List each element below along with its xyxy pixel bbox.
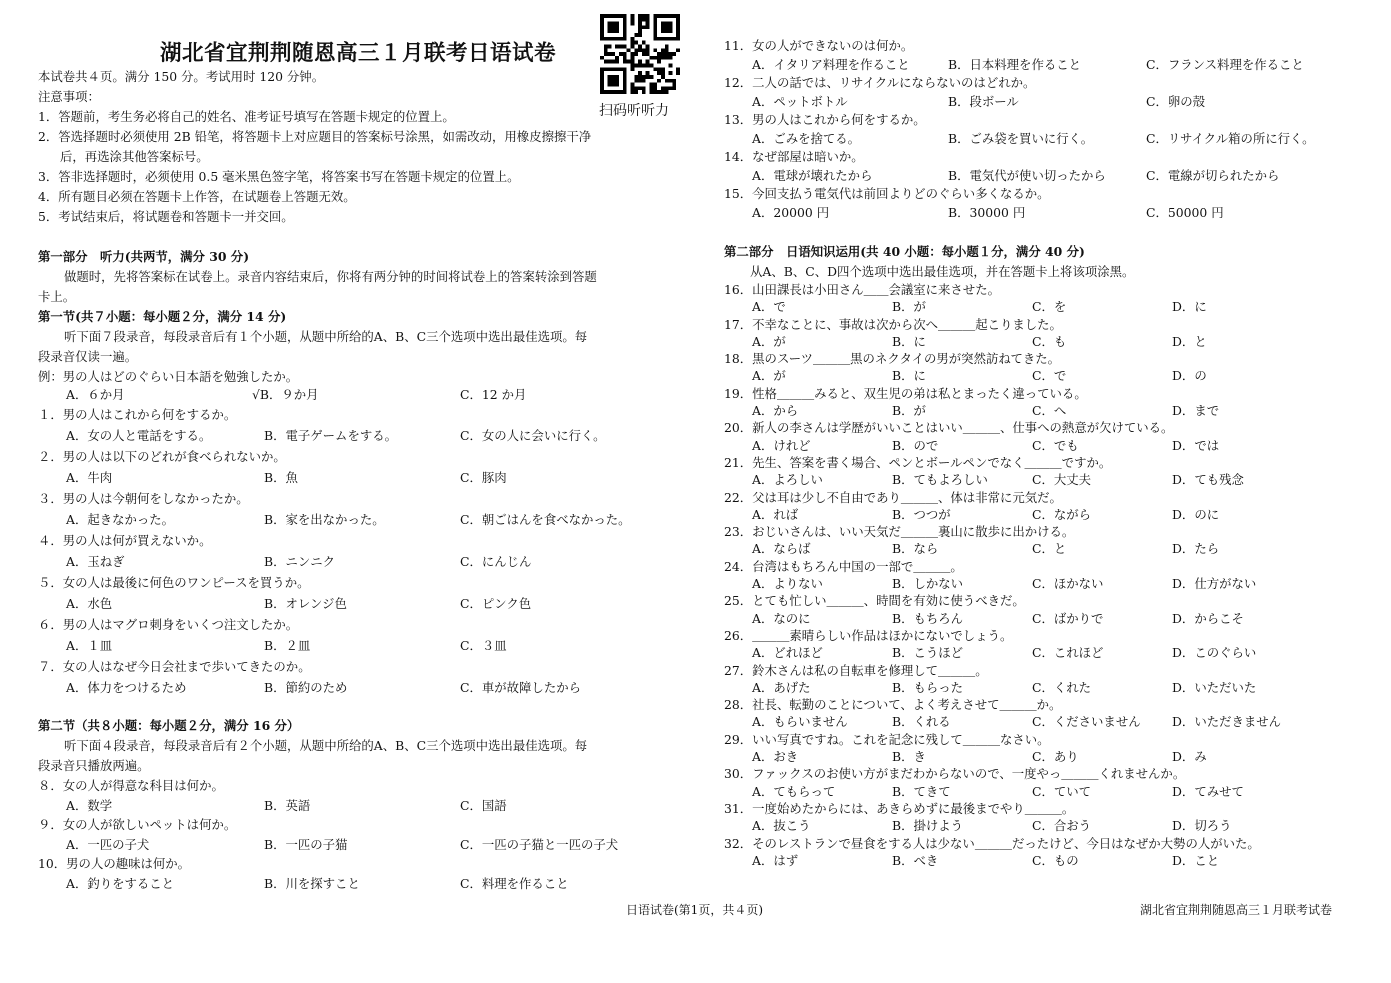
option-b: B．掛けよう <box>892 818 964 834</box>
option-row <box>724 167 1364 186</box>
option-b: B．もちろん <box>892 610 964 626</box>
option-c: C．も <box>1032 333 1067 349</box>
question-text: ３．男の人は今朝何をしなかったか。 <box>38 491 249 506</box>
option-c: C．卵の殻 <box>1146 93 1206 109</box>
option-d: D．に <box>1172 299 1207 315</box>
option-b: B．段ボール <box>948 93 1019 109</box>
question-text: 20．新人の李さんは学歴がいいことはいい＿＿＿、仕事への熱意が欠けている。 <box>724 420 1174 436</box>
question-text: 12．二人の話では、リサイクルにならないのはどれか。 <box>724 75 1036 90</box>
section1-instructions: 听下面７段录音，每段录音后有１个小题，从题中所给的A、B、C三个选项中选出最佳选项。每 <box>64 329 588 344</box>
question-text: 21．先生、答案を書く場合、ペンとボールペンでなく＿＿＿ですか。 <box>724 454 1112 470</box>
section1-questions <box>38 367 678 698</box>
option-row <box>724 437 1364 454</box>
option-row <box>724 713 1364 730</box>
question-text: 14．なぜ部屋は暗いか。 <box>724 149 864 164</box>
option-c: C．を <box>1032 299 1067 315</box>
section2-questions-right <box>724 37 1364 222</box>
option-row <box>724 93 1364 112</box>
note-item: 3．答非选择题时，必须使用 0.5 毫米黑色签字笔，将答案书写在答题卡规定的位置上。 <box>38 169 520 184</box>
option-a: A．で <box>752 299 786 315</box>
option-a: A．もらいません <box>752 714 848 730</box>
section2-instructions: 听下面４段录音，每段录音后有２个小题，从题中所给的A、B、C三个选项中选出最佳选项。每 <box>64 738 588 753</box>
option-b: B．川を探すこと <box>264 875 360 891</box>
option-c: C．一匹の子猫と一匹の子犬 <box>460 836 619 852</box>
option-b: B．こうほど <box>892 645 964 661</box>
option-c: C．ピンク色 <box>460 596 532 611</box>
option-b: B．日本料理を作ること <box>948 56 1082 72</box>
option-row <box>38 425 678 446</box>
option-a: A．牛肉 <box>66 470 113 485</box>
option-b: B．なら <box>892 541 939 557</box>
option-b: B．オレンジ色 <box>264 596 347 611</box>
option-c: C．ばかりで <box>1032 610 1104 626</box>
option-c: C．くれた <box>1032 679 1092 695</box>
option-b: B．が <box>892 299 926 315</box>
question-text: 23．おじいさんは、いい天気だ＿＿＿裏山に散歩に出かける。 <box>724 524 1075 540</box>
option-a: A．玉ねぎ <box>66 554 125 569</box>
option-a: A．から <box>752 403 799 419</box>
option-a: A．れば <box>752 506 799 522</box>
option-a: A．なのに <box>752 610 811 626</box>
example-question: 例：男の人はどのぐらい日本語を勉強したか。 <box>38 369 299 384</box>
option-b: B．30000 円 <box>948 204 1026 220</box>
section1-title: 第一节(共７小题：每小题２分，满分 14 分) <box>38 309 287 324</box>
option-b: B．家を出なかった。 <box>264 512 385 527</box>
option-c: C．大丈夫 <box>1032 472 1092 488</box>
option-b: B．べき <box>892 852 939 868</box>
option-c: C．へ <box>1032 403 1067 419</box>
option-a: A．てもらって <box>752 783 836 799</box>
option-a: A．水色 <box>66 596 113 611</box>
option-row <box>724 130 1364 149</box>
option-a: A．体力をつけるため <box>66 680 187 695</box>
option-b: B．てもよろしい <box>892 472 988 488</box>
option-row <box>38 551 678 572</box>
option-d: D．てみせて <box>1172 783 1244 799</box>
note-item: 4．所有题目必须在答题卡上作答，在试题卷上答题无效。 <box>38 189 356 204</box>
option-a: A．釣りをすること <box>66 875 175 891</box>
option-row <box>724 575 1364 592</box>
option-c: C．ながら <box>1032 506 1092 522</box>
option-row <box>38 635 678 656</box>
option-d: D．まで <box>1172 403 1220 419</box>
option-c: C．リサイクル箱の所に行く。 <box>1146 130 1315 146</box>
option-row <box>724 679 1364 696</box>
section2-questions-left <box>38 776 678 893</box>
example-option-a: A．６か月 <box>66 387 125 402</box>
option-row <box>724 783 1364 800</box>
question-text: 17．不幸なことに、事故は次から次へ＿＿＿起こりました。 <box>724 316 1062 332</box>
option-c: C．くださいません <box>1032 714 1141 730</box>
example-options <box>38 386 678 404</box>
part2-instructions: 从A、B、C、D四个选项中选出最佳选项，并在答题卡上将该项涂黑。 <box>750 264 1135 279</box>
right-column <box>724 37 1364 869</box>
question-text: ４．男の人は何が買えないか。 <box>38 533 212 548</box>
question-text: 28．社長、転勤のことについて、よく考えさせて＿＿＿か。 <box>724 697 1062 713</box>
option-b: B．ので <box>892 437 939 453</box>
question-text: 18．黒のスーツ＿＿＿黒のネクタイの男が突然訪ねてきた。 <box>724 351 1061 367</box>
question-text: 32．そのレストランで昼食をする人は少ない＿＿＿だったけど、今日はなぜか大勢の人がいた。 <box>724 835 1260 851</box>
note-item: 2．答选择题时必须使用 2B 铅笔，将答题卡上对应题目的答案标号涂黑，如需改动，用橡皮擦擦干净 <box>38 129 592 144</box>
left-column <box>38 67 678 893</box>
question-text: ９．女の人が欲しいペットは何か。 <box>38 817 237 832</box>
option-c: C．ほかない <box>1032 576 1104 592</box>
part1-instructions: 做题时，先将答案标在试卷上。录音内容结束后，你将有两分钟的时间将试卷上的答案转涂到答题 <box>64 269 597 284</box>
option-a: A．よりない <box>752 576 823 592</box>
option-c: C．国語 <box>460 797 507 813</box>
option-c: C．50000 円 <box>1146 204 1224 220</box>
note-item: 5．考试结束后，将试题卷和答题卡一并交回。 <box>38 209 294 224</box>
option-b: B．つつが <box>892 506 951 522</box>
option-b: B．一匹の子猫 <box>264 836 348 852</box>
footer-page-number: 日语试卷(第1页，共４页) <box>626 903 763 917</box>
option-b: B．電気代が使い切ったから <box>948 167 1106 183</box>
option-row <box>724 748 1364 765</box>
question-text: 26．＿＿＿素晴らしい作品はほかにないでしょう。 <box>724 627 1013 643</box>
option-a: A．数学 <box>66 797 113 813</box>
option-d: D．こと <box>1172 852 1220 868</box>
option-row <box>38 874 678 894</box>
option-c: C．合おう <box>1032 818 1092 834</box>
option-c: C．３皿 <box>460 638 507 653</box>
option-b: B．節約のため <box>264 680 348 695</box>
part1-instructions-cont: 卡上。 <box>38 289 76 304</box>
option-d: D．このぐらい <box>1172 645 1257 661</box>
part2-questions <box>724 281 1364 869</box>
question-text: 15．今回支払う電気代は前回よりどのぐらい多くなるか。 <box>724 186 1050 201</box>
option-b: B．に <box>892 368 926 384</box>
option-c: C．車が故障したから <box>460 680 581 695</box>
option-b: B．てきて <box>892 783 951 799</box>
question-text: 30．ファックスのお使い方がまだわからないので、一度やっ＿＿＿くれませんか。 <box>724 766 1186 782</box>
question-text: 22．父は耳は少し不自由であり＿＿＿、体は非常に元気だ。 <box>724 489 1062 505</box>
option-row <box>38 835 678 855</box>
option-row <box>724 817 1364 834</box>
option-a: A．20000 円 <box>752 204 830 220</box>
option-c: C．電線が切られたから <box>1146 167 1280 183</box>
option-b: B．電子ゲームをする。 <box>264 428 398 443</box>
question-text: 13．男の人はこれから何をするか。 <box>724 112 926 127</box>
option-c: C．ていて <box>1032 783 1092 799</box>
question-text: 11．女の人ができないのは何か。 <box>724 38 914 53</box>
option-row <box>38 509 678 530</box>
option-a: A．ペットボトル <box>752 93 848 109</box>
option-c: C．と <box>1032 541 1067 557</box>
option-b: B．くれる <box>892 714 951 730</box>
page-title: 湖北省宜荆荆随恩高三１月联考日语试卷 <box>160 41 557 66</box>
option-d: D．いただいた <box>1172 679 1257 695</box>
option-a: A．が <box>752 368 786 384</box>
option-c: C．フランス料理を作ること <box>1146 56 1304 72</box>
option-b: B．２皿 <box>264 638 311 653</box>
option-row <box>38 677 678 698</box>
question-text: ６．男の人はマグロ刺身をいくつ注文したか。 <box>38 617 299 632</box>
option-b: B．ニンニク <box>264 554 336 569</box>
option-a: A．女の人と電話をする。 <box>66 428 212 443</box>
option-a: A．１皿 <box>66 638 113 653</box>
option-d: D．からこそ <box>1172 610 1244 626</box>
option-c: C．料理を作ること <box>460 875 569 891</box>
section2-title: 第二节（共８小题：每小题２分，满分 16 分） <box>38 718 300 733</box>
option-row <box>724 402 1364 419</box>
option-row <box>724 204 1364 223</box>
option-b: B．き <box>892 749 926 765</box>
option-d: D．いただきません <box>1172 714 1282 730</box>
option-d: D．み <box>1172 749 1207 765</box>
question-text: 27．鈴木さんは私の自転車を修理して＿＿＿。 <box>724 662 988 678</box>
option-c: C．これほど <box>1032 645 1104 661</box>
option-a: A．どれほど <box>752 645 823 661</box>
footer-exam-name: 湖北省宜荆荆随恩高三１月联考试卷 <box>1140 903 1333 917</box>
question-text: 10．男の人の趣味は何か。 <box>38 856 191 871</box>
question-text: 16．山田課長は小田さん＿＿会議室に来させた。 <box>724 282 1000 297</box>
option-b: B．しかない <box>892 576 964 592</box>
option-b: B．英語 <box>264 797 311 813</box>
question-text: 19．性格＿＿＿みると、双生児の弟は私とまったく違っている。 <box>724 385 1087 401</box>
option-a: A．が <box>752 333 786 349</box>
option-row <box>38 593 678 614</box>
note-item: 1．答题前，考生务必将自己的姓名、准考证号填写在答题卡规定的位置上。 <box>38 109 455 124</box>
option-c: C．で <box>1032 368 1067 384</box>
option-row <box>724 367 1364 384</box>
example-option-c: C．12 か月 <box>460 387 527 402</box>
option-a: A．ごみを捨てる。 <box>752 130 861 146</box>
option-d: D．仕方がない <box>1172 576 1257 592</box>
exam-intro: 本试卷共４页。满分 150 分。考试用时 120 分钟。 <box>38 69 325 84</box>
question-text: 31．一度始めたからには、あきらめずに最後までやり＿＿＿。 <box>724 800 1075 816</box>
question-text: ８．女の人が得意な科目は何か。 <box>38 778 224 793</box>
question-text: ７．女の人はなぜ今日会社まで歩いてきたのか。 <box>38 659 311 674</box>
option-row <box>724 852 1364 869</box>
option-a: A．抜こう <box>752 818 811 834</box>
question-text: 25．とても忙しい＿＿＿、時間を有効に使うべきだ。 <box>724 593 1025 609</box>
option-b: B．ごみ袋を買いに行く。 <box>948 130 1094 146</box>
question-text: 29．いい写真ですね。これを記念に残して＿＿＿なさい。 <box>724 731 1050 747</box>
option-row <box>724 610 1364 627</box>
option-c: C．でも <box>1032 437 1079 453</box>
option-d: D．ても残念 <box>1172 472 1244 488</box>
option-a: A．あげた <box>752 679 811 695</box>
option-a: A．起きなかった。 <box>66 512 175 527</box>
option-c: C．もの <box>1032 852 1079 868</box>
option-a: A．ならば <box>752 541 811 557</box>
option-a: A．けれど <box>752 437 811 453</box>
option-a: A．電球が壊れたから <box>752 167 873 183</box>
part2-title: 第二部分 日语知识运用(共 40 小题：每小题１分，满分 40 分) <box>724 244 1085 259</box>
option-row <box>724 506 1364 523</box>
notes-heading: 注意事项： <box>38 89 100 104</box>
option-c: C．にんじん <box>460 554 532 569</box>
question-text: 24．台湾はもちろん中国の一部で＿＿＿。 <box>724 558 963 574</box>
example-option-b: √B．９か月 <box>252 387 319 402</box>
section2-instructions-cont: 段录音只播放两遍。 <box>38 758 150 773</box>
option-a: A．よろしい <box>752 472 823 488</box>
option-a: A．イタリア料理を作ること <box>752 56 910 72</box>
option-c: C．朝ごはんを食べなかった。 <box>460 512 631 527</box>
qr-caption: 扫码听听力 <box>599 103 669 119</box>
option-b: B．が <box>892 403 926 419</box>
option-d: D．のに <box>1172 506 1220 522</box>
option-a: A．はず <box>752 852 799 868</box>
option-row <box>724 644 1364 661</box>
option-c: C．女の人に会いに行く。 <box>460 428 606 443</box>
section1-instructions-cont: 段录音仅读一遍。 <box>38 349 138 364</box>
option-d: D．と <box>1172 333 1207 349</box>
note-item: 后，再选涂其他答案标号。 <box>60 149 209 164</box>
option-row <box>38 467 678 488</box>
option-d: D．では <box>1172 437 1220 453</box>
question-text: ２．男の人は以下のどれが食べられないか。 <box>38 449 286 464</box>
option-c: C．豚肉 <box>460 470 507 485</box>
option-d: D．たら <box>1172 541 1220 557</box>
option-row <box>724 540 1364 557</box>
option-row <box>724 56 1364 75</box>
option-c: C．あり <box>1032 749 1079 765</box>
part1-title: 第一部分 听力(共两节，满分 30 分) <box>38 249 250 264</box>
option-row <box>724 333 1364 350</box>
question-text: ５．女の人は最後に何色のワンピースを買うか。 <box>38 575 310 590</box>
option-a: A．おき <box>752 749 799 765</box>
option-d: D．切ろう <box>1172 818 1232 834</box>
option-row <box>724 298 1364 315</box>
option-b: B．魚 <box>264 470 298 485</box>
option-d: D．の <box>1172 368 1207 384</box>
option-b: B．に <box>892 333 926 349</box>
option-b: B．もらった <box>892 679 964 695</box>
option-row <box>38 796 678 816</box>
question-text: １．男の人はこれから何をするか。 <box>38 407 237 422</box>
option-a: A．一匹の子犬 <box>66 836 150 852</box>
option-row <box>724 471 1364 488</box>
